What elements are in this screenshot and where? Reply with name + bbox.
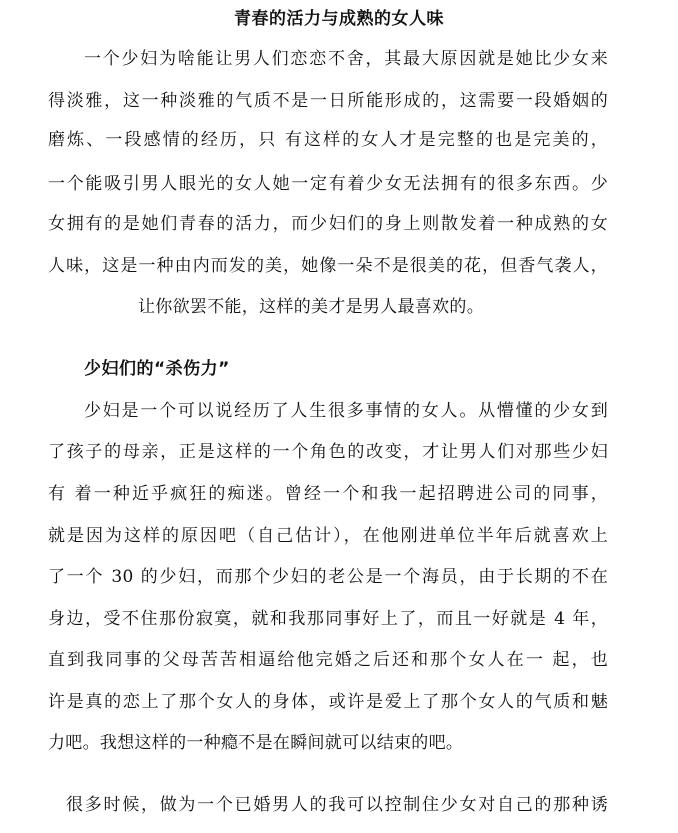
section-heading: 少妇们的“杀伤力” [84,359,230,379]
paragraph-line: 许是真的恋上了那个女人的身体，或许是爱上了那个女人的气质和魅 [48,692,608,712]
paragraph-line: 让你欲罢不能，这样的美才是男人最喜欢的。 [138,297,484,317]
paragraph-line: 了一个 30 的少妇，而那个少妇的老公是一个海员，由于长期的不在 [48,567,608,587]
paragraph-line: 磨炼、一段感情的经历，只 有这样的女人才是完整的也是完美的， [48,130,608,150]
paragraph-line: 人味，这是一种由内而发的美，她像一朵不是很美的花，但香气袭人， [48,256,608,276]
paragraph-line: 很多时候，做为一个已婚男人的我可以控制住少女对自己的那种诱 [66,795,608,815]
document-title: 青春的活力与成熟的女人味 [234,9,444,29]
paragraph-line: 得淡雅，这一种淡雅的气质不是一日所能形成的，这需要一段婚姻的 [48,91,608,111]
paragraph-line: 一个少妇为啥能让男人们恋恋不舍，其最大原因就是她比少女来 [84,49,608,69]
paragraph-line: 一个能吸引男人眼光的女人她一定有着少女无法拥有的很多东西。少 [48,174,608,194]
paragraph-line: 直到我同事的父母苦苦相逼给他完婚之后还和那个女人在一 起，也 [48,650,608,670]
paragraph-line: 了孩子的母亲，正是这样的一个角色的改变，才让男人们对那些少妇 [48,442,608,462]
paragraph-line: 有 着一种近乎疯狂的痴迷。曾经一个和我一起招聘进公司的同事， [48,484,608,504]
paragraph-line: 就是因为这样的原因吧（自己估计），在他刚进单位半年后就喜欢上 [48,526,608,546]
paragraph-line: 少妇是一个可以说经历了人生很多事情的女人。从懵懂的少女到 [84,401,608,421]
paragraph-line: 女拥有的是她们青春的活力，而少妇们的身上则散发着一种成熟的女 [48,214,608,234]
paragraph-line: 力吧。我想这样的一种瘾不是在瞬间就可以结束的吧。 [48,733,464,753]
paragraph-line: 身边，受不住那份寂寞，就和我那同事好上了，而且一好就是 4 年， [48,609,608,629]
